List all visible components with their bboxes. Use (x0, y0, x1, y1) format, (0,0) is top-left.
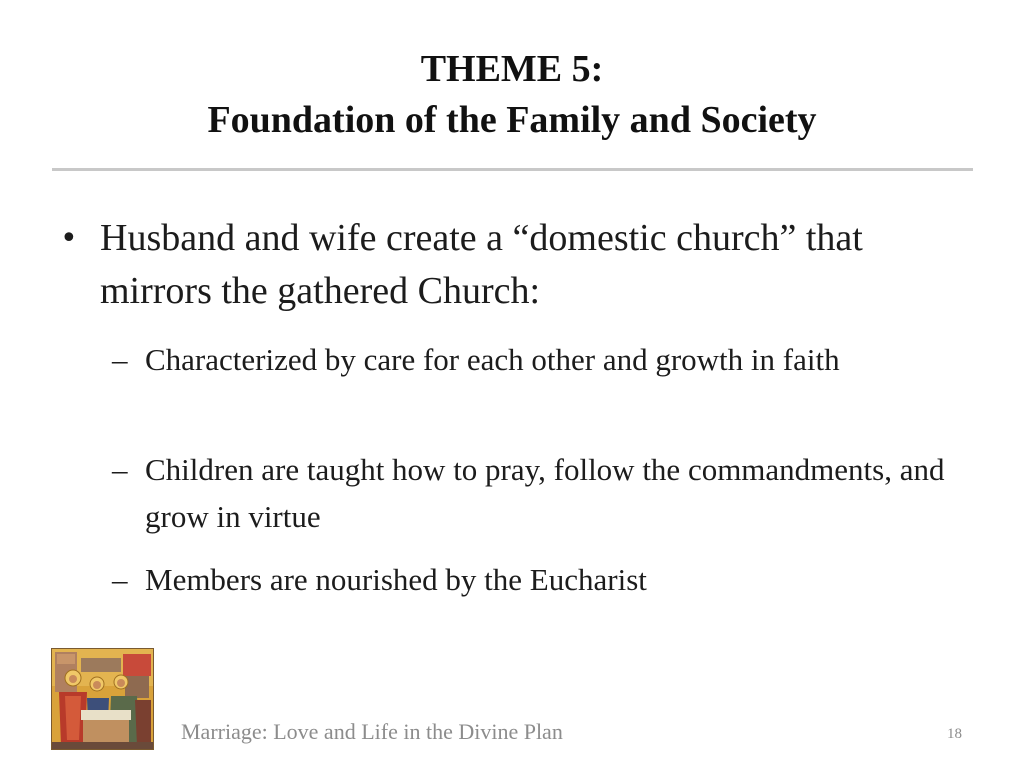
sub-bullet-3 (112, 556, 952, 603)
sub-bullet-text: Characterized by care for each other and growth in faith (145, 342, 840, 377)
title-line-2: Foundation of the Family and Society (207, 99, 817, 141)
sub-bullet-dash-icon: – (112, 342, 128, 377)
bullet-dot-icon: • (60, 221, 78, 256)
page-number: 18 (947, 726, 962, 742)
title-line-1: THEME 5: (420, 48, 604, 90)
sub-bullet-2 (112, 446, 952, 540)
sub-bullet-dash-icon: – (112, 562, 128, 597)
holy-family-icon (51, 648, 154, 750)
main-bullet-text: Husband and wife create a “domestic church” that mirrors the gathered Church: (100, 217, 863, 312)
slide-title (0, 44, 1024, 146)
main-bullet (60, 212, 960, 318)
sub-bullet-text: Members are nourished by the Eucharist (145, 562, 647, 597)
footer-title: Marriage: Love and Life in the Divine Plan (181, 719, 563, 744)
sub-bullet-1 (112, 336, 952, 383)
sub-bullet-text: Children are taught how to pray, follow the commandments, and grow in virtue (145, 452, 945, 534)
sub-bullet-dash-icon: – (112, 452, 128, 487)
title-divider (52, 168, 973, 171)
